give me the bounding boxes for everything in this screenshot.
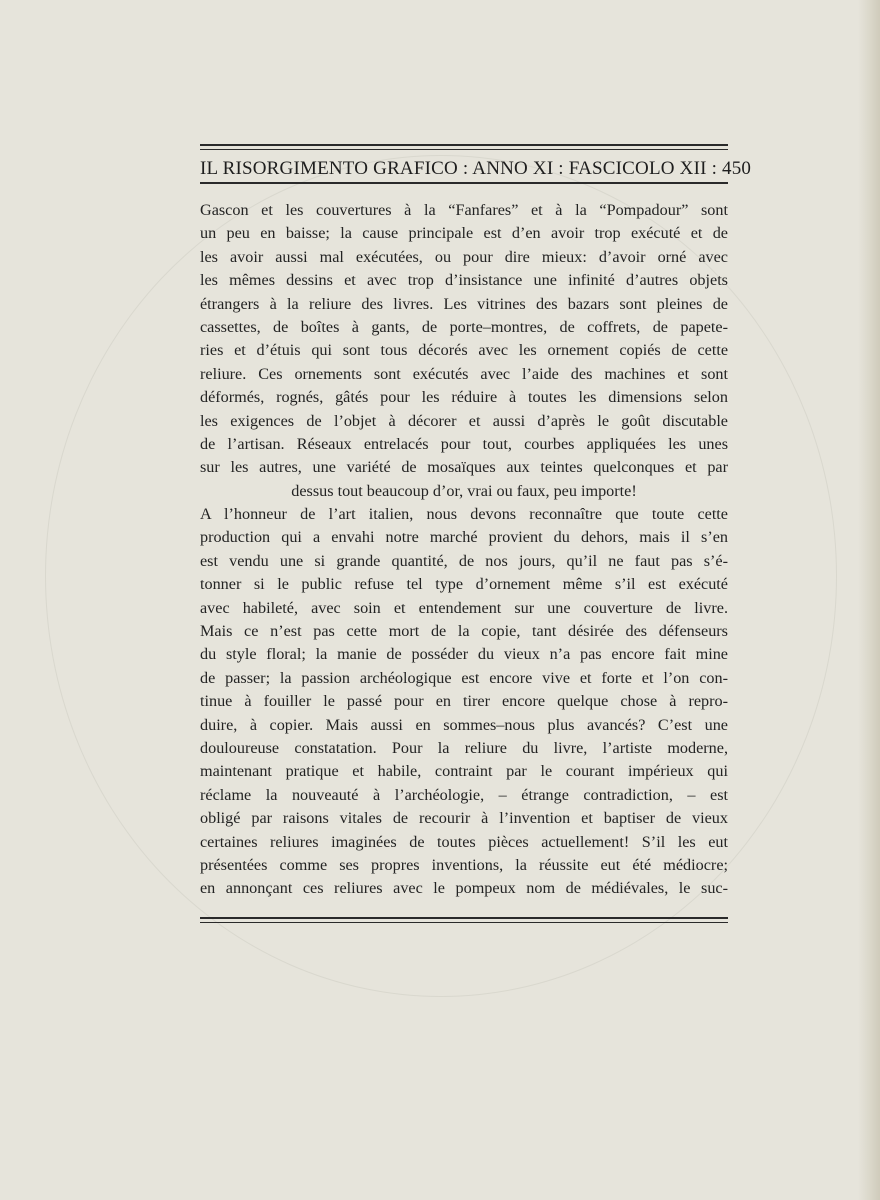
running-header: IL RISORGIMENTO GRAFICO : ANNO XI : FASCICOLO XII : 450 — [200, 158, 752, 179]
text-line: les exigences de l’objet à décorer et aussi d’après le goût discutable — [200, 411, 728, 430]
text-line: cassettes, de boîtes à gants, de porte–montres, de coffrets, de papete- — [200, 317, 728, 336]
text-line: certaines reliures imaginées de toutes pièces actuellement! S’il les eut — [200, 832, 728, 851]
text-line: avec habileté, avec soin et entendement sur une couverture de livre. — [200, 598, 728, 617]
header-rule-bottom — [200, 182, 728, 184]
text-line: un peu en baisse; la cause principale est d’en avoir trop exécuté et de — [200, 224, 728, 243]
text-line: présentées comme ses propres inventions, la réussite eut été médiocre; — [200, 855, 728, 874]
text-line: dessus tout beaucoup d’or, vrai ou faux, peu importe! — [291, 481, 637, 500]
text-line: Mais ce n’est pas cette mort de la copie, tant désirée des défenseurs — [200, 622, 728, 641]
text-line: maintenant pratique et habile, contraint par le courant impérieux qui — [200, 762, 728, 781]
text-line: du style floral; la manie de posséder du vieux n’a pas encore fait mine — [200, 645, 728, 664]
text-line: Gascon et les couvertures à la “Fanfares” et à la “Pompadour” sont — [200, 201, 728, 219]
text-line: réclame la nouveauté à l’archéologie, – étrange contradiction, – est — [200, 785, 728, 804]
text-line: production qui a envahi notre marché provient du dehors, mais il s’en — [200, 528, 728, 547]
text-line: ries et d’étuis qui sont tous décorés avec les ornement copiés de cette — [200, 341, 728, 360]
text-line: les avoir aussi mal exécutées, ou pour dire mieux: d’avoir orné avec — [200, 247, 728, 266]
text-line: douloureuse constatation. Pour la reliure du livre, l’artiste moderne, — [200, 738, 728, 757]
text-line: obligé par raisons vitales de recourir à l’invention et baptiser de vieux — [200, 809, 728, 828]
text-line: en annonçant ces reliures avec le pompeux nom de médiévales, le suc- — [200, 879, 728, 898]
text-line: duire, à copier. Mais aussi en sommes–nous plus avancés? C’est une — [200, 715, 728, 734]
text-line: déformés, rognés, gâtés pour les réduire à toutes les dimensions selon — [200, 388, 728, 407]
page-edge — [858, 0, 880, 1200]
text-line: sur les autres, une variété de mosaïques aux teintes quelconques et par — [200, 458, 728, 477]
text-line: tinue à fouiller le passé pour en tirer encore quelque chose à repro- — [200, 692, 728, 711]
text-line: reliure. Ces ornements sont exécutés avec l’aide des machines et sont — [200, 364, 728, 383]
body-text — [200, 199, 728, 901]
text-line: A l’honneur de l’art italien, nous devons reconnaître que toute cette — [200, 505, 728, 524]
text-line: étrangers à la reliure des livres. Les vitrines des bazars sont pleines de — [200, 294, 728, 313]
text-line: les mêmes dessins et avec trop d’insistance une infinité d’autres objets — [200, 271, 728, 290]
text-line: de passer; la passion archéologique est encore vive et forte et l’on con- — [200, 668, 728, 687]
text-line: de l’artisan. Réseaux entrelacés pour tout, courbes appliquées les unes — [200, 434, 728, 453]
text-line: tonner si le public refuse tel type d’ornement même s’il est exécuté — [200, 575, 728, 594]
text-line: est vendu une si grande quantité, de nos jours, qu’il ne faut pas s’é- — [200, 551, 728, 570]
